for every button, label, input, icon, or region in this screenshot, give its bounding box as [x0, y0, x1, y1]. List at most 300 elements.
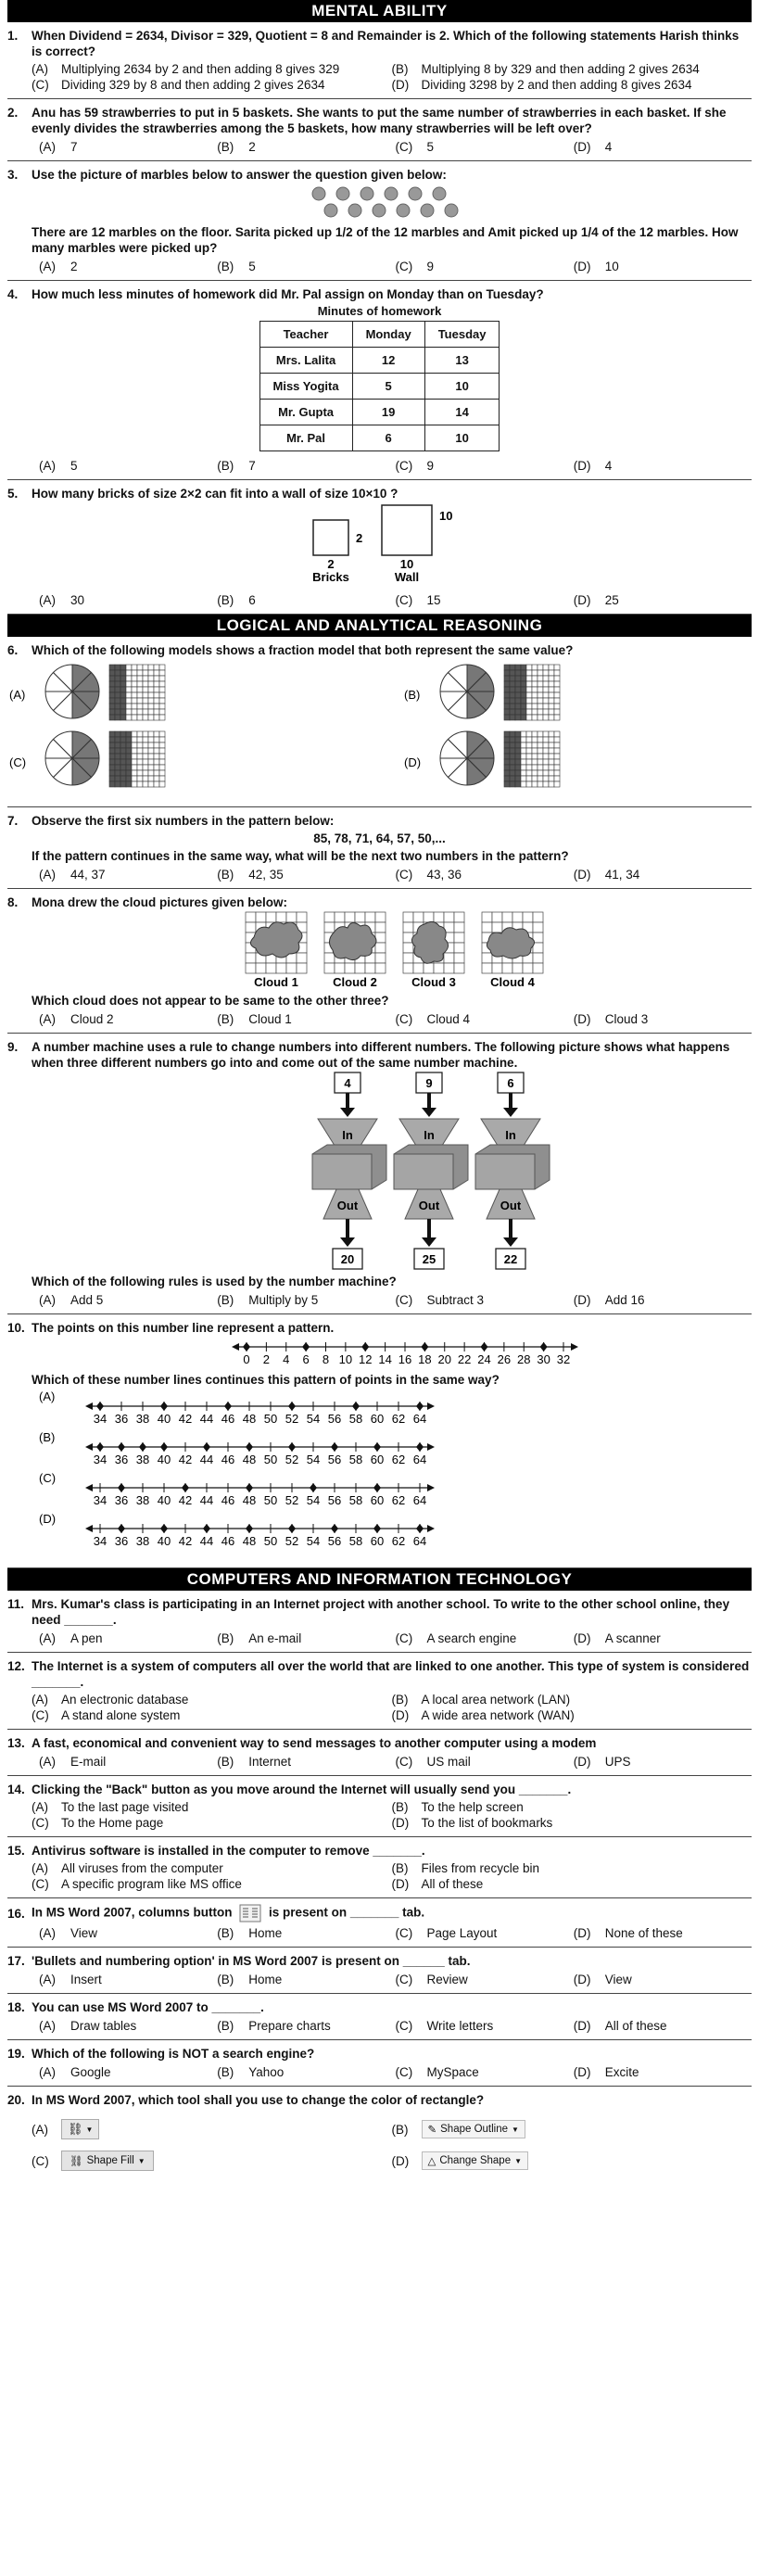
grid-cell: [132, 687, 137, 692]
grid-cell: [510, 742, 515, 748]
fraction-models-figure: [7, 658, 752, 797]
option-text: A pen: [70, 1631, 103, 1645]
header-cell: Monday: [352, 322, 424, 348]
option-label-b[interactable]: (B): [404, 688, 421, 702]
option-c[interactable]: [396, 2065, 574, 2079]
tick-label: 60: [370, 1412, 385, 1426]
tick-label: 58: [348, 1534, 363, 1548]
out-label: Out: [336, 1199, 359, 1212]
cloud-grid-cell: [365, 912, 375, 922]
grid-cell: [154, 709, 159, 715]
header-cell: Tuesday: [424, 322, 500, 348]
grid-cell: [126, 715, 132, 720]
chevron-down-icon: ▼: [137, 2156, 145, 2165]
option-text: Shape Outline: [440, 2124, 509, 2135]
question-15: [7, 1837, 752, 1898]
option-a[interactable]: [32, 1693, 392, 1707]
question-1: [7, 22, 752, 99]
grid-cell: [510, 676, 515, 681]
option-letter: (B): [217, 1631, 234, 1645]
cloud-grid-cell: [533, 912, 543, 922]
option-d[interactable]: [574, 1926, 752, 1940]
question-text: Anu has 59 strawberries to put in 5 baskets. She wants to put the same number of strawberries in each basket. If she evenly divides the strawberries among the 5 baskets, how many strawberries will be left over?: [32, 106, 727, 135]
grid-cell: [148, 770, 154, 776]
grid-cell: [504, 709, 510, 715]
grid-cell: [532, 737, 538, 742]
option-letter: (D): [573, 1973, 591, 1986]
tick-label: 12: [359, 1352, 373, 1366]
grid-cell: [538, 781, 543, 787]
in-label: In: [342, 1128, 353, 1142]
option-b[interactable]: [217, 1631, 395, 1645]
tick-label: 36: [114, 1493, 129, 1507]
tick-label: 10: [338, 1352, 353, 1366]
option-b[interactable]: [392, 1861, 753, 1875]
question-text-2: Which of the following rules is used by the number machine?: [32, 1275, 397, 1288]
grid-cell: [543, 748, 549, 754]
grid-cell: [549, 704, 554, 709]
grid-cell: [554, 704, 560, 709]
option-text: Multiply by 5: [248, 1293, 319, 1307]
option-a[interactable]: [39, 2065, 217, 2079]
grid-cell: [532, 698, 538, 704]
grid-cell: [543, 765, 549, 770]
option-a[interactable]: [39, 1755, 217, 1769]
grid-cell: [532, 754, 538, 759]
grid-cell: [510, 665, 515, 670]
option-letter: (A): [32, 1800, 48, 1814]
tick-label: 26: [497, 1352, 512, 1366]
grid-cell: [554, 776, 560, 781]
grid-cell: [515, 676, 521, 681]
option-text: Google: [70, 2065, 111, 2079]
option-letter: (B): [391, 62, 409, 76]
question-text: Which of the following is NOT a search engine?: [32, 2047, 315, 2061]
grid-cell: [504, 665, 510, 670]
grid-cell: [120, 676, 126, 681]
option-text: Page Layout: [426, 1926, 498, 1940]
grid-cell: [126, 781, 132, 787]
grid-cell: [510, 698, 515, 704]
option-d[interactable]: [574, 593, 752, 607]
option-text: None of these: [604, 1926, 683, 1940]
question-text: A fast, economical and convenient way to send messages to another computer using a modem: [32, 1736, 597, 1750]
grid-cell: [510, 709, 515, 715]
option-c[interactable]: [396, 140, 574, 154]
option-text: Home: [248, 1973, 283, 1986]
tick-label: 58: [348, 1412, 363, 1426]
option-label[interactable]: (B): [39, 1430, 56, 1444]
tick-label: 14: [378, 1352, 392, 1366]
arrow-right-icon: [427, 1525, 435, 1532]
grid-cell: [154, 731, 159, 737]
tick-label: 48: [242, 1493, 257, 1507]
cloud-grid-cell: [286, 963, 297, 973]
option-b[interactable]: [217, 2065, 395, 2079]
tick-label: 54: [306, 1534, 321, 1548]
option-label[interactable]: (C): [39, 1471, 57, 1485]
grid-cell: [532, 681, 538, 687]
arrow-right-icon: [427, 1402, 435, 1410]
option-letter: (C): [395, 1926, 413, 1940]
option-b[interactable]: [217, 868, 395, 882]
grid-cell: [510, 715, 515, 720]
tick-label: 60: [370, 1453, 385, 1466]
option-d[interactable]: [392, 1816, 753, 1830]
option-c[interactable]: [396, 868, 574, 882]
grid-cell: [510, 670, 515, 676]
grid-cell: [159, 737, 165, 742]
grid-cell: [115, 765, 120, 770]
option-c[interactable]: [32, 1816, 392, 1830]
tick-label: 50: [263, 1453, 278, 1466]
question-number: 7.: [7, 814, 19, 828]
grid-cell: [521, 765, 526, 770]
grid-cell: [148, 742, 154, 748]
grid-cell: [510, 731, 515, 737]
option-b[interactable]: [217, 1926, 395, 1940]
options: [39, 2019, 752, 2033]
tick-label: 36: [114, 1453, 129, 1466]
pattern-point: [203, 1524, 210, 1533]
grid-cell: [549, 748, 554, 754]
option-text: 41, 34: [604, 868, 640, 882]
option-b[interactable]: [217, 1755, 395, 1769]
option-b[interactable]: [217, 1293, 395, 1307]
option-text: A search engine: [426, 1631, 517, 1645]
cloud-grid-cell: [324, 912, 335, 922]
grid-cell: [154, 759, 159, 765]
option-letter: (A): [39, 260, 56, 273]
grid-cell: [132, 770, 137, 776]
grid-cell: [148, 681, 154, 687]
homework-table: [259, 321, 500, 451]
option-b[interactable]: [217, 593, 395, 607]
option-d[interactable]: [574, 459, 752, 473]
grid-cell: [538, 698, 543, 704]
grid-cell: [115, 698, 120, 704]
tick-label: 50: [263, 1534, 278, 1548]
option-b[interactable]: [392, 62, 753, 76]
pattern-point: [416, 1524, 424, 1533]
grid-cell: [510, 765, 515, 770]
option-text: Subtract 3: [426, 1293, 485, 1307]
option-b[interactable]: [392, 2120, 753, 2138]
main-number-line: [7, 1336, 752, 1369]
tick-label: 46: [221, 1412, 235, 1426]
cloud-grid-cell: [355, 963, 365, 973]
arrow-left-icon: [85, 1525, 93, 1532]
grid-cell: [554, 737, 560, 742]
question-number: 13.: [7, 1736, 25, 1750]
grid-cell: [538, 759, 543, 765]
tick-label: 40: [157, 1453, 171, 1466]
tick-label: 56: [327, 1493, 342, 1507]
option-a[interactable]: [32, 62, 392, 76]
option-label-d[interactable]: (D): [404, 755, 422, 769]
option-d[interactable]: [392, 1708, 753, 1722]
cloud-grid-cell: [533, 953, 543, 963]
grid-cell: [526, 709, 532, 715]
option-a[interactable]: [39, 1926, 217, 1940]
option-b[interactable]: [217, 1012, 395, 1026]
table-cell: 10: [424, 425, 500, 451]
option-letter: (D): [573, 260, 591, 273]
grid-cell: [132, 776, 137, 781]
grid-cell: [143, 731, 148, 737]
option-b[interactable]: [217, 1973, 395, 1986]
shape-fill-tool[interactable]: [61, 2151, 154, 2171]
options: [39, 593, 752, 607]
cloud-grid-cell: [375, 922, 386, 933]
grid-cell: [148, 776, 154, 781]
option-letter: (C): [395, 260, 413, 273]
change-shape-tool[interactable]: [422, 2151, 529, 2170]
pattern-point: [160, 1442, 168, 1452]
option-c[interactable]: [396, 1631, 574, 1645]
grid-cell: [515, 737, 521, 742]
grid-cell: [554, 748, 560, 754]
option-d[interactable]: [574, 868, 752, 882]
option-b[interactable]: [217, 2019, 395, 2033]
cloud-grid-cell: [355, 912, 365, 922]
option-a[interactable]: [32, 1861, 392, 1875]
option-d[interactable]: [574, 1973, 752, 1986]
option-a[interactable]: [39, 1293, 217, 1307]
option-a[interactable]: [39, 140, 217, 154]
grid-cell: [109, 715, 115, 720]
grid-cell: [159, 709, 165, 715]
tick-label: 42: [178, 1412, 193, 1426]
option-d[interactable]: [392, 2151, 753, 2170]
option-label-c[interactable]: (C): [9, 755, 27, 769]
cloud-label: Cloud 2: [333, 975, 377, 989]
arrow-down-icon: [503, 1108, 518, 1117]
shapes-icon: △: [427, 2156, 436, 2167]
question-13: [7, 1730, 752, 1776]
grid-cell: [120, 670, 126, 676]
option-d[interactable]: [574, 1631, 752, 1645]
option-a[interactable]: [39, 260, 217, 273]
option-text: 4: [604, 459, 613, 473]
grid-cell: [549, 759, 554, 765]
option-d[interactable]: [574, 1293, 752, 1307]
table-row: [259, 374, 500, 400]
pattern-point: [416, 1442, 424, 1452]
option-d[interactable]: [574, 260, 752, 273]
option-c[interactable]: [32, 1708, 392, 1722]
grid-cell: [148, 676, 154, 681]
option-label[interactable]: (D): [39, 1512, 57, 1526]
grid-cell: [549, 692, 554, 698]
option-d[interactable]: [392, 78, 753, 92]
option-c[interactable]: [32, 1877, 392, 1891]
option-letter: (D): [391, 1708, 410, 1722]
shape-outline-tool[interactable]: [422, 2120, 525, 2138]
option-c[interactable]: [396, 593, 574, 607]
option-c[interactable]: [32, 2151, 392, 2171]
pattern-point: [118, 1483, 125, 1492]
grid-cell: [115, 692, 120, 698]
option-letter: (B): [217, 459, 234, 473]
grid-cell: [148, 781, 154, 787]
option-c[interactable]: [32, 78, 392, 92]
grid-cell: [159, 670, 165, 676]
option-label-a[interactable]: (A): [9, 688, 26, 702]
grid-cell: [504, 754, 510, 759]
option-letter: (B): [217, 1926, 234, 1940]
cloud-grid-cell: [335, 963, 345, 973]
option-a[interactable]: [39, 2019, 217, 2033]
option-c[interactable]: [396, 1755, 574, 1769]
tick-label: 6: [302, 1352, 310, 1366]
option-c[interactable]: [396, 2019, 574, 2033]
grid-cell: [510, 781, 515, 787]
grid-cell: [109, 665, 115, 670]
option-a[interactable]: [39, 868, 217, 882]
option-a[interactable]: [39, 1012, 217, 1026]
option-c[interactable]: [396, 1926, 574, 1940]
grid-cell: [137, 715, 143, 720]
option-text: Add 5: [70, 1293, 104, 1307]
cloud-grid-cell: [482, 912, 492, 922]
cloud-grid-cell: [286, 912, 297, 922]
option-a[interactable]: [32, 2119, 392, 2139]
cloud-grid-cell: [413, 963, 424, 973]
option-d[interactable]: [574, 2019, 752, 2033]
tick-label: 60: [370, 1493, 385, 1507]
grid-cell: [526, 770, 532, 776]
option-d[interactable]: [574, 1755, 752, 1769]
grid-cell: [504, 731, 510, 737]
grid-cell: [521, 754, 526, 759]
option-d[interactable]: [574, 1012, 752, 1026]
option-c[interactable]: [396, 1973, 574, 1986]
grid-cell: [120, 748, 126, 754]
option-letter: (D): [573, 1755, 591, 1769]
grid-cell: [126, 742, 132, 748]
grid-cell: [137, 692, 143, 698]
options: [39, 868, 752, 882]
grid-cell: [120, 754, 126, 759]
option-b[interactable]: [217, 260, 395, 273]
grid-cell: [504, 687, 510, 692]
option-b[interactable]: [217, 459, 395, 473]
tick-label: 44: [199, 1534, 214, 1548]
tick-label: 38: [135, 1493, 150, 1507]
option-text: Add 16: [604, 1293, 645, 1307]
grid-cell: [510, 776, 515, 781]
option-a[interactable]: [32, 1800, 392, 1814]
cloud-grid-cell: [533, 922, 543, 933]
brick-bottom-label: 2: [327, 557, 335, 571]
grid-cell: [109, 670, 115, 676]
option-c[interactable]: [396, 1293, 574, 1307]
grid-cell: [504, 781, 510, 787]
pattern-point: [373, 1442, 381, 1452]
table-cell: 13: [424, 348, 500, 374]
table-header-row: [259, 322, 500, 348]
option-letter: (B): [217, 1012, 234, 1026]
grid-cell: [126, 681, 132, 687]
grid-cell: [543, 759, 549, 765]
option-text: Dividing 329 by 8 and then adding 2 gives 2634: [61, 78, 325, 92]
option-text: Cloud 4: [426, 1012, 471, 1026]
option-letter: (C): [395, 459, 413, 473]
option-d[interactable]: [574, 2065, 752, 2079]
grid-cell: [554, 665, 560, 670]
option-a[interactable]: [39, 1631, 217, 1645]
question-number: 2.: [7, 106, 19, 120]
grid-cell: [120, 704, 126, 709]
tick-label: 32: [556, 1352, 571, 1366]
option-letter: (C): [395, 2019, 413, 2033]
grid-cell: [521, 715, 526, 720]
marbles-figure: [7, 183, 752, 222]
options: [39, 1973, 752, 1986]
grid-cell: [154, 781, 159, 787]
option-d[interactable]: [392, 1877, 753, 1891]
grid-cell: [143, 776, 148, 781]
grid-cell: [504, 704, 510, 709]
arrow-left-icon: [85, 1402, 93, 1410]
question-16: [7, 1898, 752, 1948]
option-b[interactable]: [392, 1693, 753, 1707]
option-text: A local area network (LAN): [421, 1693, 571, 1707]
fill-color-tool[interactable]: [61, 2119, 99, 2139]
cloud-grid-cell: [403, 943, 413, 953]
option-a[interactable]: [39, 1973, 217, 1986]
grid-cell: [532, 781, 538, 787]
option-b[interactable]: [392, 1800, 753, 1814]
grid-cell: [515, 748, 521, 754]
option-d[interactable]: [574, 140, 752, 154]
option-c[interactable]: [396, 459, 574, 473]
tick-label: 56: [327, 1412, 342, 1426]
option-label[interactable]: (A): [39, 1390, 56, 1403]
question-text: Mrs. Kumar's class is participating in an Internet project with another school. To write to the other school online, they need _______.: [32, 1597, 730, 1627]
tick-label: 24: [477, 1352, 491, 1366]
option-a[interactable]: [39, 459, 217, 473]
option-c[interactable]: [396, 1012, 574, 1026]
chevron-down-icon: ▼: [512, 2125, 519, 2134]
option-text: Prepare charts: [248, 2019, 331, 2033]
option-letter: (D): [573, 1631, 591, 1645]
grid-cell: [521, 676, 526, 681]
tick-label: 44: [199, 1412, 214, 1426]
options: [32, 1861, 752, 1891]
option-text: To the list of bookmarks: [421, 1816, 553, 1830]
option-c[interactable]: [396, 260, 574, 273]
option-b[interactable]: [217, 140, 395, 154]
question-text: The points on this number line represent a pattern.: [32, 1321, 335, 1335]
option-letter: (B): [391, 2122, 409, 2137]
option-text: Yahoo: [248, 2065, 285, 2079]
option-letter: (B): [391, 1800, 409, 1814]
grid-cell: [143, 670, 148, 676]
option-a[interactable]: [39, 593, 217, 607]
grid-cell: [120, 759, 126, 765]
arrow-right-icon: [571, 1343, 578, 1351]
grid-cell: [554, 781, 560, 787]
cloud-grid-cell: [444, 963, 454, 973]
option-text: Multiplying 8 by 329 and then adding 2 gives 2634: [421, 62, 700, 76]
option-letter: (A): [39, 140, 56, 154]
grid-cell: [521, 709, 526, 715]
machine-front: [312, 1154, 372, 1189]
grid-cell: [137, 731, 143, 737]
options: [39, 459, 752, 473]
